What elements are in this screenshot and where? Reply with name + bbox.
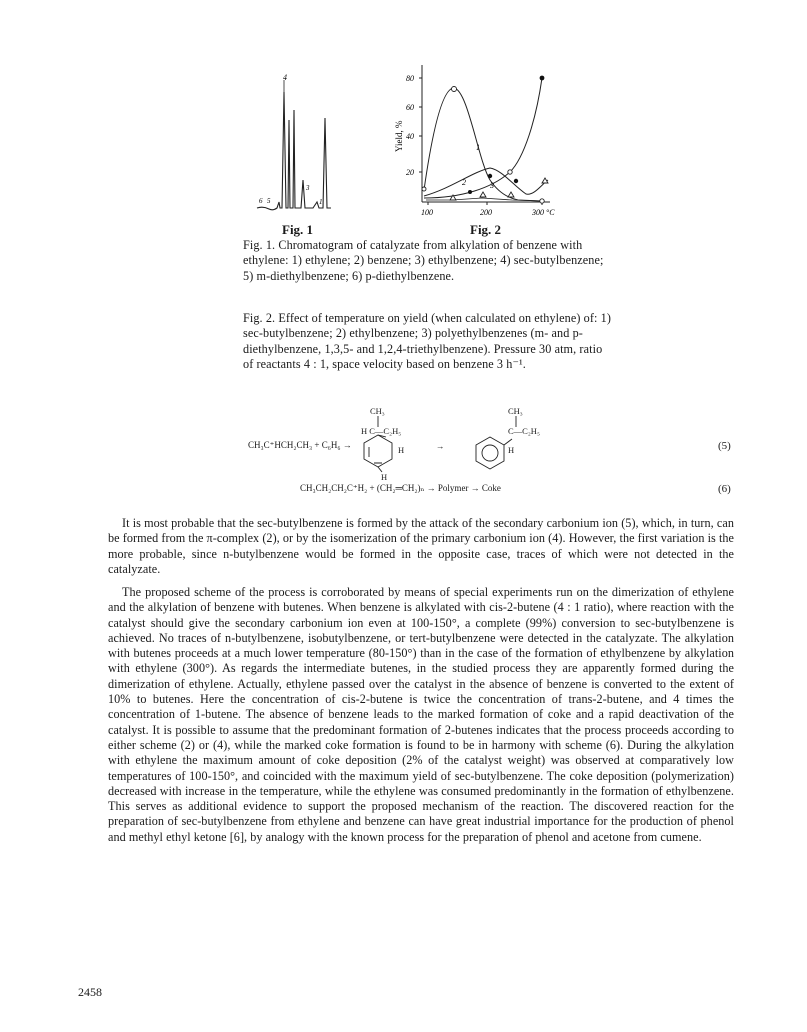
- eq5-ch3-a: CH₃: [370, 406, 385, 416]
- chromatogram-trace: [257, 92, 331, 210]
- peak-label-4: 4: [283, 73, 287, 82]
- sigma-complex-ring: [364, 435, 392, 467]
- eq5-h-a: H: [398, 445, 405, 455]
- figure-1-chromatogram: [255, 70, 355, 220]
- fig2-caption: [243, 311, 613, 373]
- marker-open-circle: [452, 87, 457, 92]
- curve-2-ethylbenzene: [424, 78, 542, 198]
- eq5-h-plus: H: [381, 472, 388, 482]
- paragraph-2-text: The proposed scheme of the process is corroborated by means of special experiments run on the dimerization of ethylene and the alkylation of benzene with butenes. When benzene is alkylated with cis-2-butene (4 : 1 ratio), where reaction with the catalyst should give the secondary carbonium ion even at 100-150°, a complete (99%) conversion to sec-butylbenzene is achieved. No traces of n-butylbenzene, isobutylbenzene, or tert-butylbenzene were detected in the catalyzate. The alkylation with butenes proceeds at a much lower temperature (80-150°) than in the case of the formation of ethylbenzene by alkylation with ethylene (300°). As regards the intermediate butenes, in the studied process they are apparently formed during the dimerization of ethylene. Actually, ethylene passed over the catalyst in the absence of benzene is converted to the extent of 10% to butenes. Here the concentration of cis-2-butene is twice the concentration of trans-2-butene, and 4 times the concentration of 1-butene. The absence of benzene leads to the marked formation of coke and a rapid deactivation of the catalyst. It is possible to assume that the predominant formation of 2-butenes indicates that the process proceeds according to either scheme (2) or (4), while the marked coke formation is found to be in harmony with scheme (6). During the alkylation with ethylene the maximum amount of coke deposition (2% of the catalyst weight) was observed at comparatively low temperatures of 100-150°, and coincided with the maximum yield of sec-butylbenzene. The coke deposition (polymerization) decreased with increase in the temperature, while the ethylene was consumed predominantly in the formation of ethylbenzene. This serves as additional evidence to support the proposed mechanism of the reaction. The discovered reaction for the preparation of sec-butylbenzene from ethylene and benzene can have great industrial importance for the production of phenol and methyl ethyl ketone [6], by analogy with the known process for the preparation of phenol and acetone from cumene.: [108, 585, 734, 844]
- fig2-label: Fig. 2: [470, 222, 502, 237]
- marker-filled-circle: [468, 190, 472, 194]
- curve-label-1: 1: [476, 143, 480, 152]
- x-tick-200: 200: [480, 208, 492, 217]
- marker-open-circle: [422, 187, 426, 191]
- eq5-substituent-a: H C—C₂H₅: [361, 426, 402, 436]
- marker-triangle: [480, 192, 486, 197]
- y-tick-80: 80: [406, 74, 414, 83]
- marker-open-circle: [540, 199, 544, 203]
- eq6-number: (6): [718, 483, 731, 495]
- y-tick-60: 60: [406, 103, 414, 112]
- eq5-substituent-b: C—C₂H₅: [508, 426, 540, 436]
- fig1-caption-text: Fig. 1. Chromatogram of catalyzate from alkylation of benzene with ethylene: 1) ethylene; 2) benzene; 3) ethylbenzene; 4) sec-butylbenzene; 5) m-diethylbenzene; 6) p-diethylbenzene.: [243, 238, 604, 283]
- curve-label-3: 3: [490, 181, 494, 190]
- page-number: 2458: [78, 985, 102, 999]
- marker-open-circle: [508, 170, 512, 174]
- body-paragraph-1: [108, 516, 734, 577]
- marker-filled-circle: [488, 174, 492, 178]
- x-tick-300: 300 °C: [532, 208, 555, 217]
- marker-triangle: [508, 192, 514, 197]
- curve-1-sec-butylbenzene: [424, 88, 542, 201]
- paragraph-1-text: It is most probable that the sec-butylbenzene is formed by the attack of the secondary carbonium ion (5), which, in turn, can be formed from the π-complex (2), or by the isomerization of the primary carbonium ion (4). However, the first variation is the more probable, since n-butylbenzene would be formed in the opposite case, traces of which were not detected in the catalyzate.: [108, 516, 734, 576]
- eq5-ch3-b: CH₃: [508, 406, 523, 416]
- equation-6: CH₃CH₂CH₂C⁺H₂ + (CH₂═CH₂)ₙ → Polymer → Coke: [300, 483, 501, 493]
- fig1-label: Fig. 1: [282, 222, 314, 237]
- fig1-caption: [243, 238, 613, 284]
- fig2-caption-text: Fig. 2. Effect of temperature on yield (when calculated on ethylene) of: 1) sec-butylbenzene; 2) ethylbenzene; 3) polyethylbenzenes (m- and p-diethylbenzene, 1,3,5- and 1,2,4-triethylbenzene). Pressure 30 atm, ratio of reactants 4 : 1, space velocity based on benzene 3 h⁻¹.: [243, 311, 612, 372]
- eq5-number: (5): [718, 440, 731, 452]
- y-tick-40: 40: [406, 132, 414, 141]
- peak-label-1: 1: [319, 198, 323, 206]
- marker-filled-circle: [514, 179, 518, 183]
- peak-label-5: 5: [267, 197, 271, 205]
- marker-filled-circle: [540, 76, 545, 81]
- product-ring: [476, 437, 504, 469]
- body-paragraph-2: [108, 585, 734, 845]
- x-tick-100: 100: [421, 208, 433, 217]
- peak-label-6: 6: [259, 197, 263, 205]
- eq5-arrow: →: [436, 441, 445, 451]
- peak-label-3: 3: [306, 184, 310, 192]
- y-tick-20: 20: [406, 168, 414, 177]
- eq5-h-b: H: [508, 445, 515, 455]
- eq5-reactant: CH₃C⁺HCH₂CH₃ + C₆H₆ →: [248, 440, 352, 450]
- eq5-structures: [360, 405, 540, 480]
- y-axis-label: Yield, %: [394, 120, 404, 152]
- figure-2-yield-chart: [392, 60, 562, 225]
- curve-label-2: 2: [462, 178, 466, 187]
